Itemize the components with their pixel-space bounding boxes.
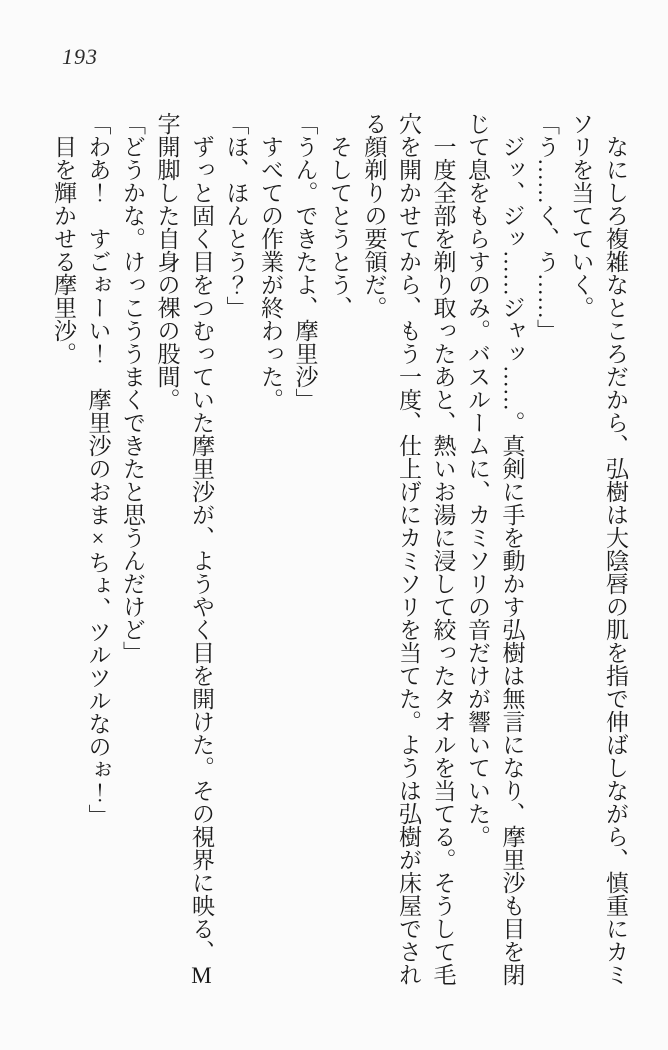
text-column-1: なにしろ複雑なところだから、弘樹は大陰唇の肌を指で伸ばしながら、慎重にカミ xyxy=(603,135,628,986)
text-column-9: そしてとうとう、 xyxy=(327,135,352,319)
text-column-6: 一度全部を剃り取ったあと、熱いお湯に浸して絞ったタオルを当てる。そうして毛 xyxy=(430,135,456,986)
text-column-5: じて息をもらすのみ。バスルームに、カミソリの音だけが響いていた。 xyxy=(465,112,490,848)
text-column-14: 字開脚した自身の裸の股間。 xyxy=(154,112,180,411)
text-column-8: る顔剃りの要領だ。 xyxy=(361,112,387,319)
page-number: 193 xyxy=(62,44,98,69)
text-column-11: すべての作業が終わった。 xyxy=(258,135,283,411)
text-column-3: 「う……く、う……」 xyxy=(534,112,559,342)
text-column-4: ジッ、ジッ……ジャッ……。真剣に手を動かす弘樹は無言になり、摩里沙も目を閉 xyxy=(499,135,525,986)
text-column-15: 「どうかな。けっこううまくできたと思うんだけど」 xyxy=(120,112,145,664)
text-column-2: ソリを当てていく。 xyxy=(568,112,594,319)
text-column-7: 穴を開かせてから、もう一度、仕上げにカミソリを当てた。ようは弘樹が床屋でされ xyxy=(396,112,421,986)
text-column-10: 「うん。できたよ、摩里沙」 xyxy=(292,112,318,411)
page-text xyxy=(46,112,633,1004)
text-column-12: 「ほ、ほんとう？」 xyxy=(223,112,249,319)
text-column-17: 目を輝かせる摩里沙。 xyxy=(51,135,76,365)
text-column-16: 「わあ！ すごぉーい！ 摩里沙のおま×ちょ、ツルツルなのぉ！」 xyxy=(85,112,111,827)
text-column-13: ずっと固く目をつむっていた摩里沙が、ようやく目を開けた。その視界に映る、M xyxy=(189,135,214,988)
